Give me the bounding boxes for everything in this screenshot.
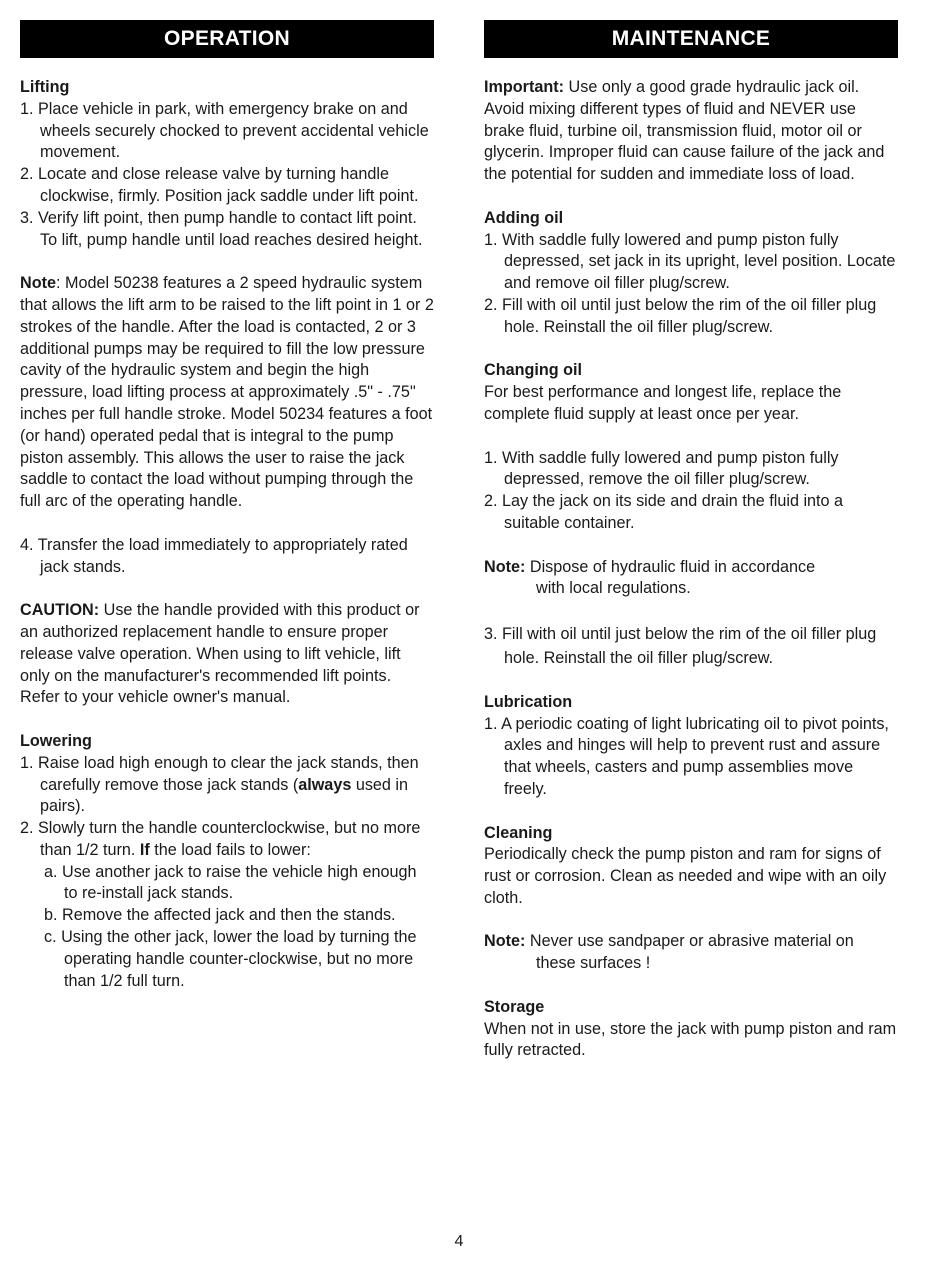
lifting-heading: Lifting — [20, 78, 70, 96]
changing-oil-step-3: 3. Fill with oil until just below the rim of the oil filler plug hole. Reinstall the oil filler plug/screw. — [484, 624, 877, 667]
adding-oil-step-1: 1. With saddle fully lowered and pump piston fully depressed, set jack in its upright, level position. Locate and remove oil filler plug/screw. — [484, 230, 896, 293]
caution-text: Use the handle provided with this product or an authorized replacement handle to ensure proper release valve operation. When using to lift vehicle, lift only on the manufacturer's recommended lift points. Refer to your vehicle owner's manual. — [20, 601, 420, 707]
lowering-step-1-tail: used in pairs). — [40, 775, 409, 816]
sandpaper-note-line-2: these surfaces ! — [536, 954, 651, 973]
cleaning-text: Periodically check the pump piston and ram for signs of rust or corrosion. Clean as needed and wipe with an oily cloth. — [484, 845, 887, 907]
operation-content — [20, 58, 434, 992]
lowering-step-1-text: 1. Raise load high enough to clear the jack stands, then carefully remove those jack stands ( — [20, 753, 419, 794]
maintenance-header: MAINTENANCE — [484, 20, 898, 58]
lowering-step-2-bold: If — [139, 840, 150, 859]
important-text: Use only a good grade hydraulic jack oil. Avoid mixing different types of fluid and NEVER use brake fluid, turbine oil, transmission fluid, motor oil or glycerin. Improper fluid can cause failure of the jack and the potential for sudden and immediate loss of load. — [484, 78, 885, 184]
lubrication-heading: Lubrication — [484, 692, 573, 711]
adding-oil-heading: Adding oil — [484, 208, 564, 227]
storage-heading: Storage — [484, 997, 545, 1016]
page-number: 4 — [454, 1233, 464, 1250]
sandpaper-note-line-1: Never use sandpaper or abrasive material on — [525, 932, 854, 951]
lowering-heading: Lowering — [20, 731, 92, 750]
changing-oil-heading: Changing oil — [484, 361, 583, 380]
dispose-note-line-2: with local regulations. — [536, 579, 691, 598]
lowering-step-2 — [20, 818, 434, 862]
lifting-note-label: Note — [20, 274, 56, 293]
adding-oil-step-2: 2. Fill with oil until just below the rim of the oil filler plug hole. Reinstall the oil filler plug/screw. — [484, 295, 877, 336]
changing-oil-step-1: 1. With saddle fully lowered and pump piston fully depressed, remove the oil filler plug/screw. — [484, 448, 839, 489]
lowering-substep-b: b. Remove the affected jack and then the stands. — [44, 906, 396, 925]
dispose-note-label: Note: — [484, 557, 526, 576]
lowering-substep-a: a. Use another jack to raise the vehicle high enough to re-install jack stands. — [44, 862, 417, 903]
maintenance-column — [484, 20, 898, 1062]
storage-text: When not in use, store the jack with pump piston and ram fully retracted. — [484, 1019, 897, 1060]
dispose-note-line-1: Dispose of hydraulic fluid in accordance — [525, 557, 816, 576]
operation-column — [20, 20, 434, 992]
lifting-note-text: : Model 50238 features a 2 speed hydraulic system that allows the lift arm to be raised to the lift point in 1 or 2 strokes of the handle. After the load is contacted, 2 or 3 additional pumps may be required to fill the low pressure cavity of the hydraulic system and begin the high pressure, load lifting process at approximately .5" - .75" inches per full handle stroke. Model 50234 features a foot (or hand) operated pedal that is integral to the pump piston assembly. This allows the user to raise the jack saddle to contact the load without pumping through the full arc of the operating handle. — [20, 274, 434, 511]
lifting-note — [20, 273, 434, 513]
sandpaper-note — [484, 931, 898, 953]
lowering-step-1-bold: always — [298, 775, 352, 794]
cleaning-heading: Cleaning — [484, 823, 553, 842]
sandpaper-note-label: Note: — [484, 932, 526, 951]
lowering-substep-c: c. Using the other jack, lower the load by turning the operating handle counter-clockwise, but no more than 1/2 full turn. — [44, 928, 417, 990]
caution-paragraph — [20, 600, 434, 709]
lowering-step-2-text: 2. Slowly turn the handle counterclockwise, but no more than 1/2 turn. — [20, 819, 421, 859]
changing-oil-step-2: 2. Lay the jack on its side and drain the fluid into a suitable container. — [484, 492, 844, 532]
lowering-step-1 — [20, 753, 434, 818]
lifting-step-3: 3. Verify lift point, then pump handle to contact lift point. To lift, pump handle until load reaches desired height. — [20, 208, 423, 249]
operation-header: OPERATION — [20, 20, 434, 58]
important-label: Important: — [484, 78, 565, 96]
lubrication-step-1: 1. A periodic coating of light lubricating oil to pivot points, axles and hinges will help to prevent rust and assure that wheels, casters and pump assemblies move freely. — [484, 714, 889, 798]
caution-label: CAUTION: — [20, 601, 100, 620]
lifting-step-1: 1. Place vehicle in park, with emergency brake on and wheels securely chocked to prevent accidental vehicle movement. — [20, 99, 429, 162]
lifting-step-4: 4. Transfer the load immediately to appropriately rated jack stands. — [20, 535, 408, 576]
changing-oil-intro: For best performance and longest life, replace the complete fluid supply at least once per year. — [484, 383, 842, 423]
lowering-step-2-tail: the load fails to lower: — [149, 840, 311, 859]
dispose-note — [484, 557, 898, 579]
lifting-step-2: 2. Locate and close release valve by turning handle clockwise, firmly. Position jack saddle under lift point. — [20, 165, 419, 205]
maintenance-content — [484, 58, 898, 1062]
important-paragraph — [484, 77, 898, 186]
